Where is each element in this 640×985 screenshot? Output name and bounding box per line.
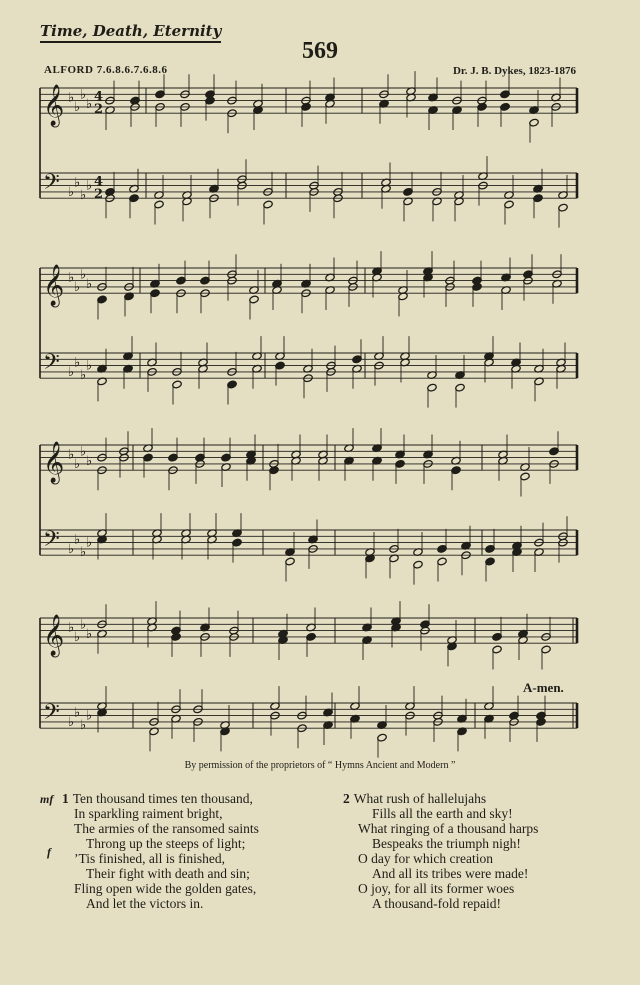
verse-line: The armies of the ransomed saints	[74, 821, 259, 836]
flat-sign-icon: ♭	[86, 708, 93, 724]
time-signature-bottom: 2	[94, 102, 104, 118]
time-signature-top: 4	[94, 89, 104, 105]
verse-number: 2	[343, 791, 350, 806]
flat-sign-icon: ♭	[80, 444, 87, 460]
bass-clef-icon: 𝄢	[43, 699, 60, 730]
treble-clef-icon: 𝄞	[43, 265, 65, 307]
verse-line: What rush of hallelujahs	[353, 791, 487, 806]
flat-sign-icon: ♭	[74, 175, 81, 191]
verse-line: O day for which creation	[358, 851, 493, 866]
treble-clef-icon: 𝄞	[43, 442, 65, 484]
flat-sign-icon: ♭	[86, 626, 93, 642]
time-signature-bottom: 2	[94, 187, 104, 203]
bass-clef-icon: 𝄢	[43, 526, 60, 557]
verse-line: Throng up the steeps of light;	[86, 836, 246, 851]
verse-line: Fills all the earth and sky!	[372, 806, 513, 821]
treble-clef-icon: 𝄞	[43, 85, 65, 127]
verse-line: A thousand-fold repaid!	[372, 896, 501, 911]
time-signature-top: 4	[94, 174, 104, 190]
flat-sign-icon: ♭	[68, 620, 75, 636]
flat-sign-icon: ♭	[74, 279, 81, 295]
flat-sign-icon: ♭	[80, 188, 87, 204]
flat-sign-icon: ♭	[86, 276, 93, 292]
flat-sign-icon: ♭	[86, 358, 93, 374]
flat-sign-icon: ♭	[86, 178, 93, 194]
verse-1	[62, 791, 259, 911]
bass-clef-icon: 𝄢	[43, 169, 60, 200]
flat-sign-icon: ♭	[74, 705, 81, 721]
verse-line: Their fight with death and sin;	[86, 866, 250, 881]
verse-line: And all its tribes were made!	[372, 866, 529, 881]
verse-line: ’Tis finished, all is finished,	[74, 851, 226, 866]
flat-sign-icon: ♭	[86, 96, 93, 112]
flat-sign-icon: ♭	[80, 267, 87, 283]
flat-sign-icon: ♭	[68, 541, 75, 557]
composer-credit: Dr. J. B. Dykes, 1823-1876	[452, 65, 576, 77]
flat-sign-icon: ♭	[68, 447, 75, 463]
flat-sign-icon: ♭	[74, 629, 81, 645]
flat-sign-icon: ♭	[74, 532, 81, 548]
flat-sign-icon: ♭	[80, 545, 87, 561]
bass-clef-icon: 𝄢	[43, 349, 60, 380]
flat-sign-icon: ♭	[68, 270, 75, 286]
flat-sign-icon: ♭	[68, 90, 75, 106]
flat-sign-icon: ♭	[74, 355, 81, 371]
flat-sign-icon: ♭	[68, 364, 75, 380]
verse-2	[343, 791, 538, 911]
flat-sign-icon: ♭	[74, 99, 81, 115]
flat-sign-icon: ♭	[68, 184, 75, 200]
verse-line: Bespeaks the triumph nigh!	[372, 836, 521, 851]
dynamic-mf: mf	[40, 792, 54, 806]
verse-line: Fling open wide the golden gates,	[74, 881, 257, 896]
tune-name: ALFORD 7.6.8.6.7.6.8.6	[44, 64, 168, 76]
amen-label: A-men.	[523, 680, 564, 695]
permission-notice: By permission of the proprietors of “ Hymns Ancient and Modern ”	[184, 760, 456, 771]
verse-line: O joy, for all its former woes	[358, 881, 515, 896]
dynamic-f: f	[47, 845, 51, 859]
flat-sign-icon: ♭	[80, 718, 87, 734]
verse-number: 1	[62, 791, 69, 806]
flat-sign-icon: ♭	[80, 87, 87, 103]
flat-sign-icon: ♭	[80, 617, 87, 633]
verse-line: In sparkling raiment bright,	[74, 806, 223, 821]
flat-sign-icon: ♭	[86, 453, 93, 469]
flat-sign-icon: ♭	[80, 368, 87, 384]
verse-line: What ringing of a thousand harps	[358, 821, 539, 836]
treble-clef-icon: 𝄞	[43, 615, 65, 657]
verse-line: Ten thousand times ten thousand,	[72, 791, 253, 806]
flat-sign-icon: ♭	[86, 535, 93, 551]
flat-sign-icon: ♭	[68, 714, 75, 730]
flat-sign-icon: ♭	[74, 456, 81, 472]
hymn-number: 569	[302, 38, 338, 64]
verse-line: And let the victors in.	[86, 896, 204, 911]
section-title: Time, Death, Eternity	[40, 22, 221, 43]
